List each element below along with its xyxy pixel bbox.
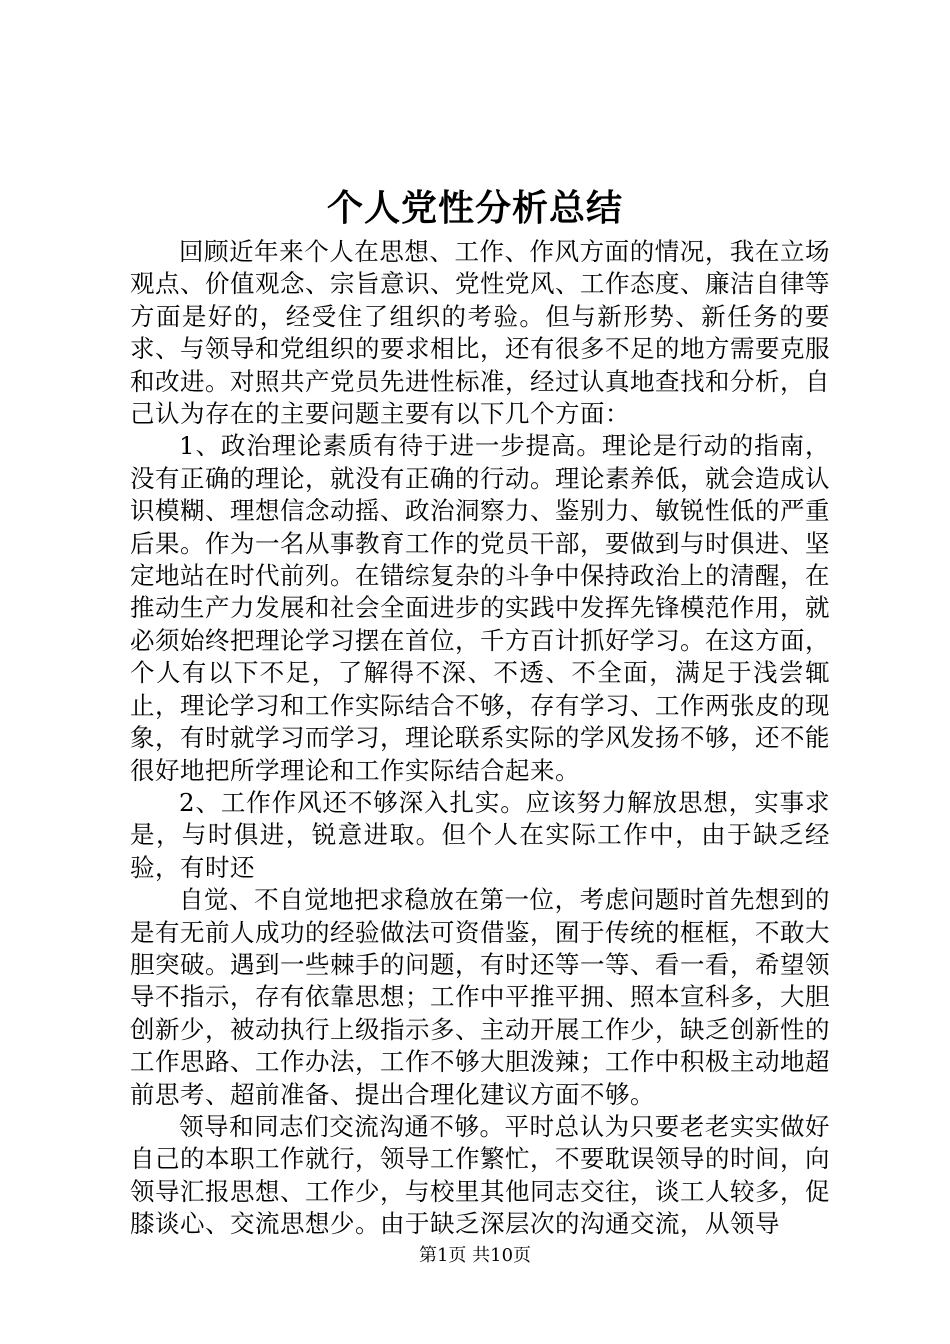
paragraph-intro: 回顾近年来个人在思想、工作、作风方面的情况，我在立场观点、价值观念、宗旨意识、党性党风、工作态度、廉洁自律等方面是好的，经受住了组织的考验。但与新形势、新任务的要求、与领导和党组织的要求相比，还有很多不足的地方需要克服和改进。对照共产党员先进性标准，经过认真地查找和分析，自己认为存在的主要问题主要有以下几个方面： [130, 237, 830, 429]
paragraph-point-1: 1、政治理论素质有待于进一步提高。理论是行动的指南，没有正确的理论，就没有正确的行动。理论素养低，就会造成认识模糊、理想信念动摇、政治洞察力、鉴别力、敏锐性低的严重后果。作为一名从事教育工作的党员干部，要做到与时俱进、坚定地站在时代前列。在错综复杂的斗争中保持政治上的清醒，在推动生产力发展和社会全面进步的实践中发挥先锋模范作用，就必须始终把理论学习摆在首位，千方百计抓好学习。在这方面，个人有以下不足，了解得不深、不透、不全面，满足于浅尝辄止，理论学习和工作实际结合不够，存有学习、工作两张皮的现象，有时就学习而学习，理论联系实际的学风发扬不够，还不能很好地把所学理论和工作实际结合起来。 [130, 431, 830, 785]
document-body [130, 236, 830, 1241]
paragraph-communication: 领导和同志们交流沟通不够。平时总认为只要老老实实做好自己的本职工作就行，领导工作繁忙，不要耽误领导的时间，向领导汇报思想、工作少，与校里其他同志交往，谈工人较多，促膝谈心、交流思想少。由于缺乏深层次的沟通交流，从领导 [130, 1111, 830, 1239]
paragraph-point-2-continued: 自觉、不自觉地把求稳放在第一位，考虑问题时首先想到的是有无前人成功的经验做法可资借鉴，囿于传统的框框，不敢大胆突破。遇到一些棘手的问题，有时还等一等、看一看，希望领导不指示，存有依靠思想；工作中平推平拥、照本宣科多，大胆创新少，被动执行上级指示多、主动开展工作少，缺乏创新性的工作思路、工作办法，工作不够大胆泼辣；工作中积极主动地超前思考、超前准备、提出合理化建议方面不够。 [130, 885, 830, 1109]
paragraph-point-2: 2、工作作风还不够深入扎实。应该努力解放思想，实事求是，与时俱进，锐意进取。但个人在实际工作中，由于缺乏经验，有时还 [130, 787, 830, 882]
page-number-footer: 第1页 共10页 [418, 1245, 532, 1266]
document-title: 个人党性分析总结 [326, 187, 623, 229]
